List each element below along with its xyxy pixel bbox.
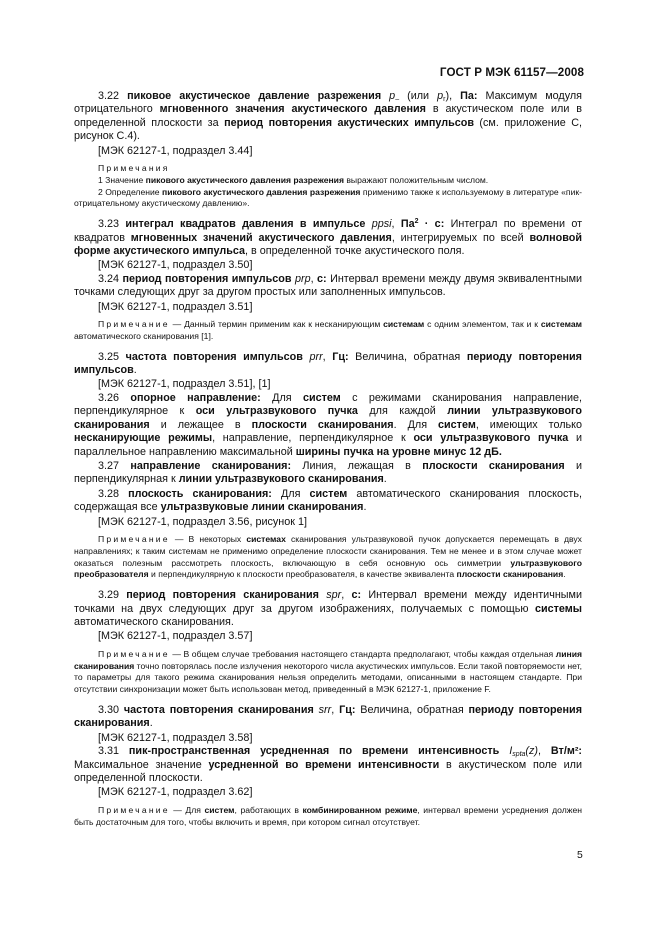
reference: [МЭК 62127-1, подраздел 3.44] xyxy=(98,144,253,157)
term-3-26: 3.26 опорное направление: Для систем с режимами сканирования направление, перпендикулярное к оси ультразвукового пучка для каждой линии ультразвукового сканирования и лежащее в плоскости сканирования. Для систем, имеющих только несканирующие режимы, направление, перпендикулярное к оси ультразвукового пучка и параллельное направлению максимальной ширины пучка на уровне минус 12 дБ. xyxy=(74,391,583,458)
term-3-22: 3.22 пиковое акустическое давление разрежения $p_-$ (или $p_r$), Па: Максимум модуля отрицательного мгновенного значения акустического давления в акустическом поле или в определенной плоскости за период повторения акустических импульсов (см. приложение С, рисунок С.4). xyxy=(74,90,583,143)
term-3-25: 3.25 частота повторения импульсов prr, Гц: Величина, обратная периоду повторения импульсов. xyxy=(74,350,582,377)
note-item: 1 Значение пикового акустического давления разрежения выражают положительным числом. xyxy=(98,174,489,185)
term-3-30: 3.30 частота повторения сканирования srr, Гц: Величина, обратная периоду повторения сканирования. xyxy=(74,703,582,730)
note: Примечание — В некоторых системах сканирования ультразвуковой пучок допускается перемещать в двух направлениях; к таким системам не применимо определение плоскости сканирования. Тем не менее и в этом случае может оказаться полезным рассмотреть плоскость, включающую в себя основную ось симметрии ультразвукового преобразователя и перпендикулярную к плоскости преобразователя, в качестве эквивалента плоскости сканирования. xyxy=(74,533,582,580)
note: Примечание — В общем случае требования настоящего стандарта предполагают, чтобы каждая отдельная линия сканирования точно повторялась после излучения некоторого числа акустических импульсов. Если такой повторяемости нет, то параметры для такого режима сканирования нельзя определить методами, описанными в настоящем стандарте. При отсутствии синхронизации может быть использован метод, приведенный в МЭК 62127-1, приложение F. xyxy=(74,648,582,695)
term-3-28: 3.28 плоскость сканирования: Для систем автоматического сканирования плоскость, содержащая все ультразвуковые линии сканирования. xyxy=(74,487,582,514)
reference: [МЭК 62127-1, подраздел 3.62] xyxy=(98,786,253,799)
term-3-27: 3.27 направление сканирования: Линия, лежащая в плоскости сканирования и перпендикулярная к линии ультразвукового сканирования. xyxy=(74,459,583,486)
term-3-31: 3.31 пик-пространственная усредненная по времени интенсивность $I_{spta}(z)$, Вт/м²: Максимальное значение усредненной во времени интенсивности в акустическом поле или определенной плоскости. xyxy=(74,745,583,784)
term-3-24: 3.24 период повторения импульсов prp, с: Интервал времени между двумя эквивалентными точками следующих друг за другом простых или заполненных импульсов. xyxy=(74,272,583,299)
note: Примечание — Для систем, работающих в комбинированном режиме, интервал времени усреднения должен быть достаточным для того, чтобы включить и время, при котором сигнал отсутствует. xyxy=(74,804,582,827)
term-3-23: 3.23 интеграл квадратов давления в импульсе ppsi, $Па^2 \cdot с$: Интеграл по времени от квадратов мгновенных значений акустического давления, интегрируемых по всей волновой форме акустического импульса, в определенной точке акустического поля. xyxy=(74,218,583,258)
note: Примечание — Данный термин применим как к несканирующим системам с одним элементом, так и к системам автоматического сканирования [1]. xyxy=(74,319,582,341)
term-3-29: 3.29 период повторения сканирования spr, с: Интервал времени между идентичными точками на двух следующих друг за другом изображениях, получаемых с помощью системы автоматического сканирования. xyxy=(74,589,583,628)
note-item: 2 Определение пикового акустического давления разрежения применимо также к используемому в литературе «пик-отрицательному акустическому давлению». xyxy=(74,186,582,209)
reference: [МЭК 62127-1, подраздел 3.51], [1] xyxy=(98,378,271,391)
reference: [МЭК 62127-1, подраздел 3.51] xyxy=(98,300,253,313)
page-number: 5 xyxy=(577,850,583,861)
reference: [МЭК 62127-1, подраздел 3.58] xyxy=(98,731,253,744)
reference: [МЭК 62127-1, подраздел 3.57] xyxy=(98,630,253,643)
reference: [МЭК 62127-1, подраздел 3.50] xyxy=(98,259,253,272)
page-content xyxy=(74,90,582,828)
notes-heading: Примечания xyxy=(98,163,170,174)
reference: [МЭК 62127-1, подраздел 3.56, рисунок 1] xyxy=(98,515,307,528)
document-header: ГОСТ Р МЭК 61157—2008 xyxy=(439,66,584,79)
